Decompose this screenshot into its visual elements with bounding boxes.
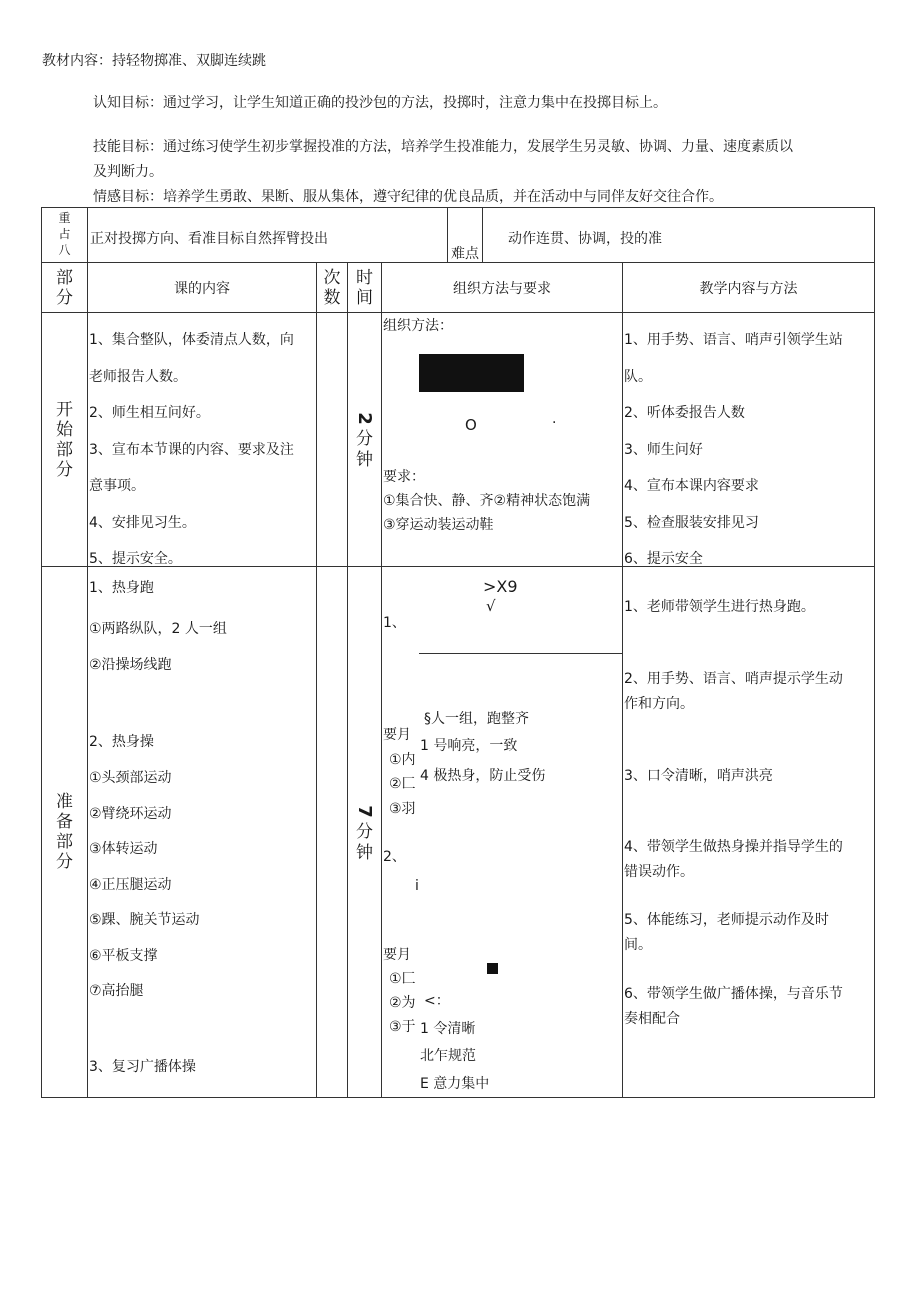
keypoint-text: 正对投掷方向、看准目标自然挥臂投出: [90, 231, 328, 247]
col-part-1: 部: [56, 267, 73, 288]
prep-teach-item: 作和方向。: [624, 696, 694, 712]
prep-req-label: 要月: [383, 947, 411, 963]
prep-section-char: 部: [56, 832, 73, 852]
start-section-char: 开: [56, 399, 73, 420]
route-line: [419, 653, 622, 654]
prep-content-cell: [88, 567, 317, 1098]
header-row: [42, 263, 875, 313]
prep-teach-item: 2、用手势、语言、哨声提示学生动: [624, 671, 843, 687]
prep-req-line: ②匚: [389, 776, 416, 792]
prep-org-cell: [382, 567, 623, 1098]
col-time: [348, 263, 382, 313]
col-teaching: 教学内容与方法: [623, 263, 875, 313]
col-part: [42, 263, 88, 313]
start-item: 意事项。: [89, 478, 145, 494]
start-section-char: 分: [56, 459, 73, 480]
start-org-label: 组织方法：: [383, 318, 453, 334]
start-time-number: 2: [354, 412, 375, 425]
formation-mark: >X9: [483, 577, 518, 596]
keypoint-label-1: 重: [58, 211, 71, 225]
start-section-label: [42, 313, 88, 567]
prep-section-char: 备: [56, 812, 73, 832]
start-time-cell: [348, 313, 382, 567]
prep-item: ①头颈部运动: [89, 770, 172, 786]
start-req-label: 要求：: [383, 469, 425, 485]
prep-item: 1、热身跑: [89, 580, 154, 596]
start-teach-item: 1、用手势、语言、哨声引领学生站: [624, 332, 843, 348]
prep-req-line: ②为: [389, 995, 416, 1011]
prep-org-mark: i: [415, 878, 419, 894]
col-org: 组织方法与要求: [382, 263, 623, 313]
skill-goal-line2: 及判断力。: [93, 164, 163, 180]
prep-item: ⑤踝、腕关节运动: [89, 912, 200, 928]
start-time-unit: 钟: [356, 450, 373, 470]
formation-block: [419, 354, 524, 392]
start-teach-cell: [623, 313, 875, 567]
start-item: 5、提示安全。: [89, 551, 182, 567]
start-org-cell: [382, 313, 623, 567]
formation-dot: ·: [552, 415, 557, 431]
col-time-2: 间: [356, 287, 373, 308]
keypoint-row: [42, 208, 875, 263]
skill-goal-line1: 技能目标：通过练习使学生初步掌握投准的方法，培养学生投准能力，发展学生另灵敏、协调、力量、速度素质以: [93, 139, 793, 155]
prep-req-label: 要月: [383, 727, 411, 743]
prep-item: ⑦高抬腿: [89, 983, 144, 999]
prep-item: ③体转运动: [89, 841, 158, 857]
prep-teach-item: 间。: [624, 937, 652, 953]
prep-item: ④正压腿运动: [89, 877, 172, 893]
prep-org-number: 2、: [383, 849, 406, 865]
square-marker: [487, 963, 498, 974]
prep-req-line: E 意力集中: [420, 1076, 490, 1092]
start-teach-item: 2、听体委报告人数: [624, 405, 745, 421]
prep-req-line: ③于: [389, 1019, 416, 1035]
prep-item: 3、复习广播体操: [89, 1059, 196, 1075]
start-content-cell: [88, 313, 317, 567]
prep-section-char: 分: [56, 852, 73, 872]
prep-req-line: 1 令清晰: [420, 1021, 476, 1037]
prep-teach-item: 奏相配合: [624, 1011, 680, 1027]
prep-req-line: ①匚: [389, 971, 416, 987]
col-count-1: 次: [323, 267, 341, 288]
prep-req-line: ③羽: [389, 801, 416, 817]
prep-time-cell: [348, 567, 382, 1098]
prep-item: ①两路纵队，2 人一组: [89, 621, 227, 637]
difficulty-text-cell: [483, 208, 875, 263]
prep-req-line: 1 号响亮，一致: [420, 738, 518, 754]
start-req-line: ①集合快、静、齐②精神状态饱满: [383, 493, 591, 509]
prep-req-line: <：: [424, 993, 450, 1009]
col-count: [317, 263, 348, 313]
start-teach-item: 3、师生问好: [624, 442, 703, 458]
lesson-table: [41, 207, 875, 1098]
start-teach-item: 6、提示安全: [624, 551, 703, 567]
prep-time-unit: 分: [356, 821, 373, 842]
prep-item: ②沿操场线跑: [89, 657, 172, 673]
col-time-1: 时: [356, 267, 373, 288]
col-content: 课的内容: [88, 263, 317, 313]
start-item: 1、集合整队，体委清点人数，向: [89, 332, 294, 348]
keypoint-text-cell: [88, 208, 448, 263]
prep-teach-item: 错误动作。: [624, 864, 694, 880]
prep-row: [42, 567, 875, 1098]
prep-item: ②臂绕环运动: [89, 806, 172, 822]
keypoint-label-3: 八: [58, 243, 71, 257]
start-item: 2、师生相互问好。: [89, 405, 210, 421]
prep-count-cell: [317, 567, 348, 1098]
prep-time-number: 7: [354, 804, 375, 818]
prep-section-label: [42, 567, 88, 1098]
content-line: 教材内容：持轻物掷准、双脚连续跳: [42, 53, 266, 69]
prep-req-line: 4 极热身，防止受伤: [420, 768, 546, 784]
start-item: 4、安排见习生。: [89, 515, 196, 531]
difficulty-text: 动作连贯、协调，投的准: [508, 231, 662, 247]
prep-teach-item: 4、带领学生做热身操并指导学生的: [624, 839, 843, 855]
prep-item: 2、热身操: [89, 734, 154, 750]
prep-section-char: 准: [56, 792, 73, 812]
start-req-line: ③穿运动装运动鞋: [383, 517, 494, 533]
prep-org-number: 1、: [383, 615, 406, 631]
start-section-char: 部: [56, 439, 73, 460]
prep-req-line: 北乍规范: [420, 1048, 476, 1064]
prep-item: ⑥平板支撑: [89, 948, 158, 964]
prep-time-unit: 钟: [356, 842, 373, 863]
start-row: [42, 313, 875, 567]
cognitive-goal: 认知目标：通过学习，让学生知道正确的投沙包的方法，投掷时，注意力集中在投掷目标上。: [93, 95, 667, 111]
prep-teach-item: 5、体能练习，老师提示动作及时: [624, 912, 829, 928]
prep-teach-cell: [623, 567, 875, 1098]
prep-req-line: §人一组，跑整齐: [424, 711, 529, 727]
prep-teach-item: 1、老师带领学生进行热身跑。: [624, 599, 815, 615]
teacher-position: O: [465, 416, 477, 434]
keypoint-label-2: 占: [58, 227, 71, 241]
difficulty-label-cell: [448, 208, 483, 263]
start-teach-item: 5、检查服装安排见习: [624, 515, 759, 531]
col-part-2: 分: [56, 287, 73, 308]
difficulty-label: 难点: [451, 246, 479, 262]
start-count-cell: [317, 313, 348, 567]
start-teach-item: 队。: [624, 369, 652, 385]
prep-req-line: ①内: [389, 752, 416, 768]
prep-teach-item: 3、口令清晰，哨声洪亮: [624, 768, 773, 784]
start-teach-item: 4、宣布本课内容要求: [624, 478, 759, 494]
col-count-2: 数: [323, 287, 341, 308]
check-mark: √: [486, 597, 496, 615]
keypoint-label-cell: [42, 208, 88, 263]
start-item: 3、宣布本节课的内容、要求及注: [89, 442, 294, 458]
start-item: 老师报告人数。: [89, 369, 187, 385]
prep-teach-item: 6、带领学生做广播体操，与音乐节: [624, 986, 843, 1002]
affective-goal: 情感目标：培养学生勇敢、果断、服从集体，遵守纪律的优良品质，并在活动中与同伴友好交往合作。: [93, 189, 723, 205]
start-time-unit: 分: [356, 429, 373, 449]
start-section-char: 始: [56, 419, 73, 440]
